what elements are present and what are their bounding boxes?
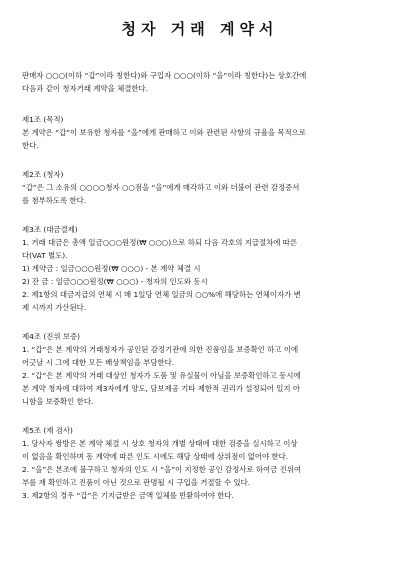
article-line: 본 계약 청자에 대하여 제3자에게 양도, 담보제공 기타 제한적 권리가 설정되어 있지 아 bbox=[22, 384, 300, 393]
intro-line: 다음과 같이 청자거래 계약을 체결한다. bbox=[22, 84, 148, 93]
article-line: 부를 재 확인하고 진품이 아닌 것으로 판명될 시 구입을 거절할 수 있다. bbox=[22, 478, 251, 487]
article-line: 니함을 보증확인 한다. bbox=[22, 397, 94, 406]
intro-paragraph bbox=[22, 69, 378, 95]
article-line: 어긋날 시 그에 대한 모든 배상책임을 부담한다. bbox=[22, 358, 175, 367]
article-line: 2. 제1항의 대금지급의 연체 시 매 1일당 연체 일금의 ○○%에 해당하는 연체이자가 변 bbox=[22, 290, 301, 299]
article-line: 다(VAT 별도). bbox=[22, 251, 68, 260]
document-title: 청자 거래 계약서 bbox=[121, 20, 279, 38]
article-line: 본 계약은 “갑”이 보유한 청자를 “을”에게 판매하고 이와 관련된 사항의 규율을 목적으로 bbox=[22, 128, 306, 137]
article-line: 1. 당사자 쌍방은 본 계약 체결 시 상호 청자의 개별 상태에 대한 검증을 실시하고 이상 bbox=[22, 439, 298, 448]
article-line: 를 첨부하도록 한다. bbox=[22, 196, 87, 205]
article-line: 1. “갑”은 본 계약의 거래청자가 공인된 감정기관에 의한 진품임을 보증확인 하고 이에 bbox=[22, 345, 299, 354]
article-1 bbox=[22, 113, 378, 152]
intro-line: 판매자 ○○○(이하 “갑”이라 칭한다)와 구입자 ○○○(이하 “을”이라 칭한다)는 상호간에 bbox=[22, 71, 307, 80]
article-line: 2) 잔 금 : 일금○○○원정(₩ ○○○) - 청자의 인도와 동시 bbox=[22, 277, 208, 286]
article-3 bbox=[22, 223, 378, 314]
article-heading: 제2조 (청자) bbox=[22, 170, 64, 179]
article-line: 제 시까지 가산된다. bbox=[22, 303, 87, 312]
article-heading: 제1조 (목적) bbox=[22, 115, 64, 124]
article-5 bbox=[22, 424, 378, 502]
article-line: 3. 제2항의 경우 “갑”은 기지급받은 금액 일체를 반환하여야 한다. bbox=[22, 491, 234, 500]
article-line: 2. “을”은 본조에 불구하고 청자의 인도 시 “을”이 지정한 공인 감정사로 하여금 진위여 bbox=[22, 465, 302, 474]
article-4 bbox=[22, 330, 378, 408]
article-line: “갑”은 그 소유의 ○○○○청자 ○○점을 “을”에게 매각하고 이와 더불어 관련 감정증서 bbox=[22, 183, 300, 192]
article-line: 1. 거래 대금은 총액 일금○○○원정(₩ ○○○)으로 하되 다음 각호의 지급절차에 따른 bbox=[22, 238, 298, 247]
article-heading: 제3조 (대금결제) bbox=[22, 225, 78, 234]
article-line: 1) 계약금 : 일금○○○원정(₩ ○○○) - 본 계약 체결 시 bbox=[22, 264, 201, 273]
article-line: 2. “갑”은 본 계약의 거래 대상인 청자가 도품 및 유실물이 아님을 보증확인하고 동시에 bbox=[22, 371, 301, 380]
article-2 bbox=[22, 168, 378, 207]
article-heading: 제4조 (진위 보증) bbox=[22, 332, 81, 341]
article-heading: 제5조 (재 검사) bbox=[22, 426, 73, 435]
article-line: 한다. bbox=[22, 141, 39, 150]
article-line: 이 없음을 확인하며 동 계약에 따른 인도 시에도 해당 상태에 상위점이 없어야 한다. bbox=[22, 452, 289, 461]
